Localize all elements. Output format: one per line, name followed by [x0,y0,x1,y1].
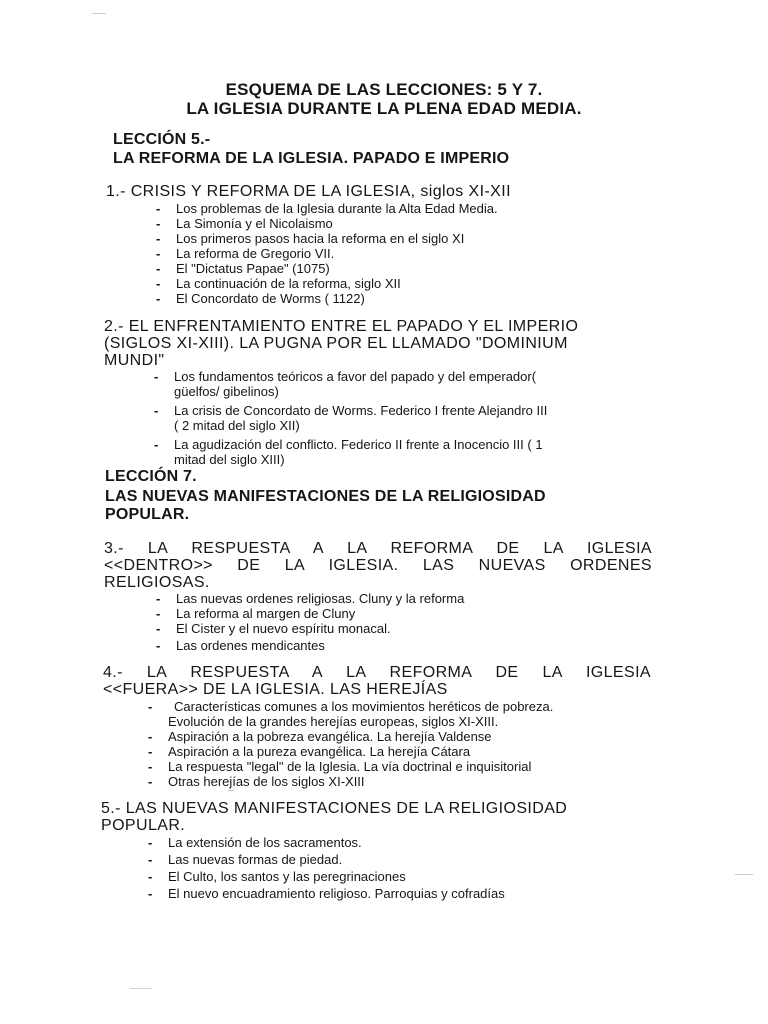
list-item: - La reforma al margen de Cluny [176,606,464,621]
list-item: - Aspiración a la pureza evangélica. La herejía Cátara [168,744,553,759]
list-item: - Los primeros pasos hacia la reforma en el siglo XI [176,231,498,246]
list-item: - El "Dictatus Papae" (1075) [176,261,498,276]
title-line-2: LA IGLESIA DURANTE LA PLENA EDAD MEDIA. [186,99,582,118]
section1-heading: 1.- CRISIS Y REFORMA DE LA IGLESIA, siglos XI-XII [106,183,511,200]
lesson5-label: LECCIÓN 5.- [113,131,211,148]
list-item: - El nuevo encuadramiento religioso. Parroquias y cofradías [168,886,505,901]
scan-speck [130,988,152,989]
list-item: - La reforma de Gregorio VII. [176,246,498,261]
document-title [0,80,768,118]
section4-heading-line-2: <<FUERA>> DE LA IGLESIA. LAS HEREJÍAS [103,681,448,698]
list-item-line: mitad del siglo XIII) [174,452,285,467]
section4-heading-line-1: 4.- LA RESPUESTA A LA REFORMA DE LA IGLESIA [103,664,651,681]
list-item: - La extensión de los sacramentos. [168,835,505,850]
list-item-line: Evolución de la grandes herejías europeas, siglos XI-XIII. [168,714,499,729]
list-item [174,437,547,467]
scan-speck [735,874,753,875]
list-item-line: - La agudización del conflicto. Federico II frente a Inocencio III ( 1 [174,437,543,452]
list-item-line: - Los fundamentos teóricos a favor del papado y del emperador( [174,369,537,384]
list-item: - La continuación de la reforma, siglo XII [176,276,498,291]
list-item: - Los problemas de la Iglesia durante la Alta Edad Media. [176,201,498,216]
list-item-line: güelfos/ gibelinos) [174,384,279,399]
list-item: - El Cister y el nuevo espíritu monacal. [176,621,464,636]
list-item [168,699,553,729]
section2-heading-line-1: 2.- EL ENFRENTAMIENTO ENTRE EL PAPADO Y EL IMPERIO [104,318,579,335]
section3-heading-line-1: 3.- LA RESPUESTA A LA REFORMA DE LA IGLESIA [104,540,652,557]
list-item: - Las nuevas formas de piedad. [168,852,505,867]
section3-heading [104,540,652,591]
section5-list [168,835,505,901]
section5-heading [101,800,567,834]
list-item: - Aspiración a la pobreza evangélica. La herejía Valdense [168,729,553,744]
lesson7-title-line-2: POPULAR. [105,506,190,523]
section3-heading-line-2: <<DENTRO>> DE LA IGLESIA. LAS NUEVAS ORDENES [104,557,652,574]
list-item: - El Concordato de Worms ( 1122) [176,291,498,306]
section3-list [176,591,464,653]
list-item-line: - La crisis de Concordato de Worms. Federico I frente Alejandro III [174,403,548,418]
section2-heading-line-3: MUNDI" [104,352,165,369]
section5-heading-line-1: 5.- LAS NUEVAS MANIFESTACIONES DE LA RELIGIOSIDAD [101,800,568,817]
list-item: - Otras herejías de los siglos XI-XIII [168,774,553,789]
list-item: - Las nuevas ordenes religiosas. Cluny y la reforma [176,591,464,606]
lesson7-label: LECCIÓN 7. [105,468,197,485]
lesson5-title: LA REFORMA DE LA IGLESIA. PAPADO E IMPERIO [113,150,510,167]
list-item: - La respuesta "legal" de la Iglesia. La vía doctrinal e inquisitorial [168,759,553,774]
section1-list [176,201,498,306]
lesson7-title-line-1: LAS NUEVAS MANIFESTACIONES DE LA RELIGIOSIDAD [105,488,546,505]
list-item [174,369,547,399]
scan-speck [228,790,234,791]
scan-speck [92,13,106,14]
section4-heading [103,664,651,698]
list-item: - Las ordenes mendicantes [176,638,464,653]
section5-heading-line-2: POPULAR. [101,817,186,834]
list-item-line: ( 2 mitad del siglo XII) [174,418,300,433]
lesson7-title [105,488,546,524]
section2-heading [104,318,578,369]
title-line-1: ESQUEMA DE LAS LECCIONES: 5 Y 7. [225,80,543,99]
list-item [174,403,547,433]
section2-heading-line-2: (SIGLOS XI-XIII). LA PUGNA POR EL LLAMADO "DOMINIUM [104,335,568,352]
section4-list [168,699,553,789]
section2-list [174,369,547,467]
section3-heading-line-3: RELIGIOSAS. [104,574,210,591]
list-item: - El Culto, los santos y las peregrinaciones [168,869,505,884]
list-item-line: - Características comunes a los movimientos heréticos de pobreza. [174,699,554,714]
list-item: - La Simonía y el Nicolaismo [176,216,498,231]
